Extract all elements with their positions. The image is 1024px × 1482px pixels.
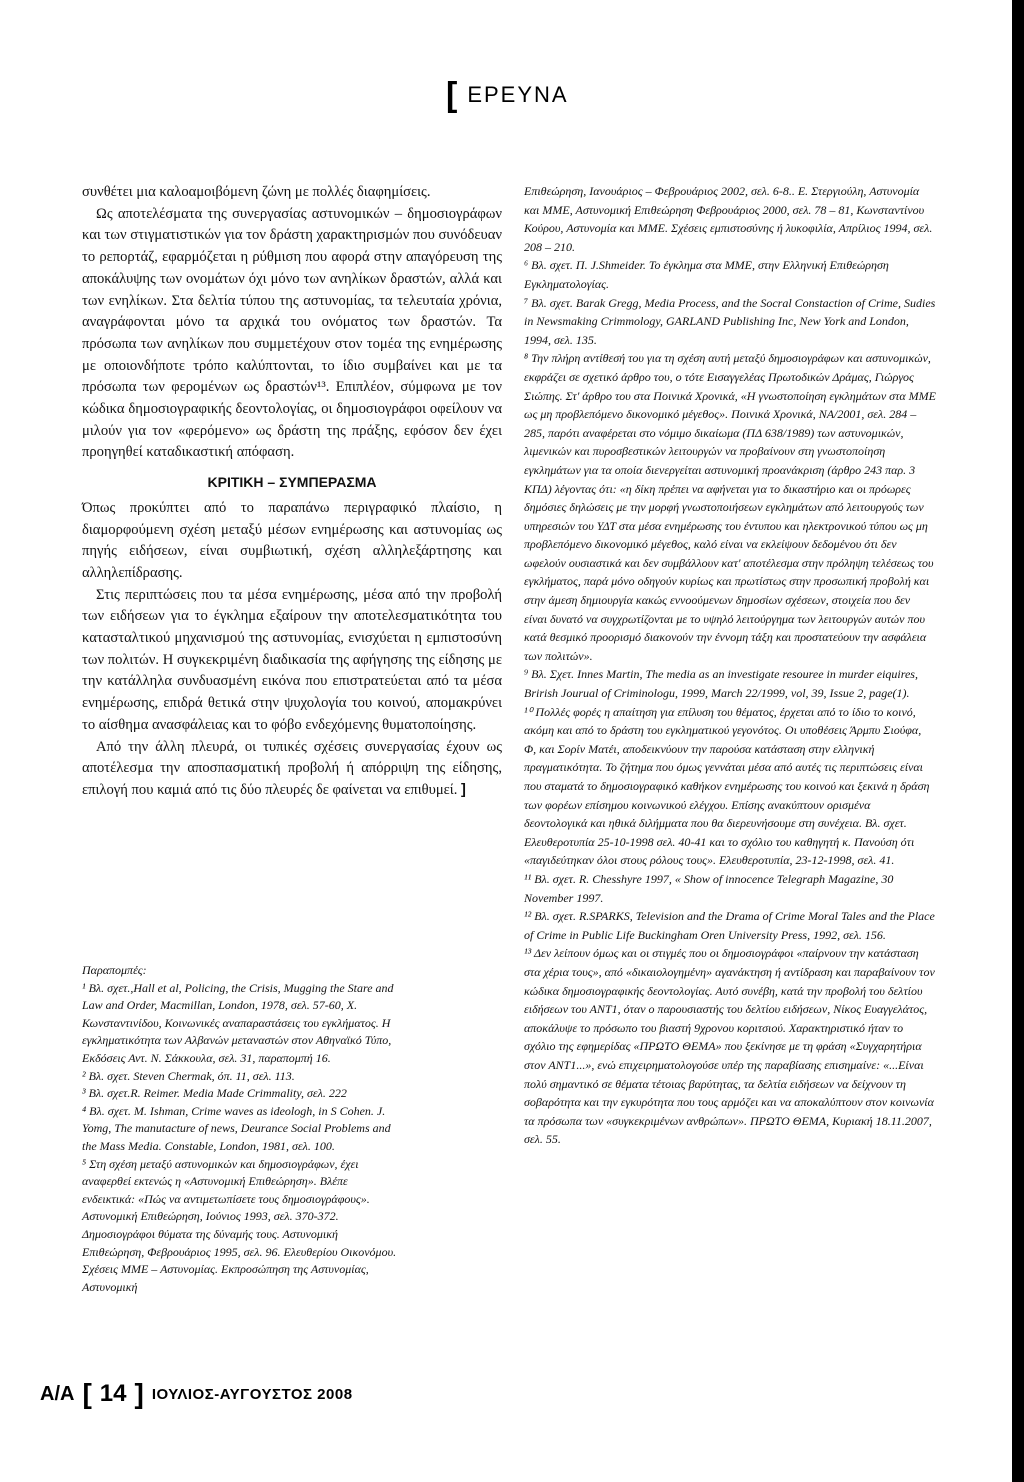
footer-bracket-open: [: [82, 1378, 92, 1409]
reference: Επιθεώρηση, Ιανουάριος – Φεβρουάριος 2002, σελ. 6-8.. Ε. Στεργιούλη, Αστυνομία και ΜΜΕ, Αστυνομική Επιθεώρηση Φεβρουάριος 2000, σελ. 78 – 81, Κωνσταντίνου Κούρου, Αστυνομία και ΜΜΕ. Σχέσεις εμπιστοσύνης ή λυκοφιλία, Απρίλιος 1994, σελ. 208 – 210.: [524, 184, 933, 254]
footer-content: [40, 1378, 353, 1410]
scan-edge: [1012, 0, 1024, 1482]
header-bracket: [: [446, 76, 458, 114]
reference: ¹² Βλ. σχετ. R.SPARKS, Television and the Drama of Crime Moral Tales and the Place of Crime in Public Life Buckingham Oren University Press, 1992, σελ. 156.: [524, 909, 935, 942]
main-column: [82, 182, 502, 802]
reference: ¹¹ Βλ. σχετ. R. Chesshyre 1997, « Show of innocence Telegraph Magazine, 30 November 1997.: [524, 871, 894, 905]
references-title: Παραπομπές:: [82, 963, 147, 977]
magazine-logo: Α/Α: [40, 1382, 75, 1405]
paragraph: Όπως προκύπτει από το παραπάνω περιγραφικό πλαίσιο, η διαμορφούμενη σχέση μεταξύ μέσων ενημέρωσης και αστυνομίας ως πηγής ειδήσεων, είναι συμβιωτική, σχέση αλληλεξάρτησης και αλληλεπίδρασης.: [82, 499, 502, 581]
end-bracket: ]: [461, 781, 466, 798]
issue-date: ΙΟΥΛΙΟΣ-ΑΥΓΟΥΣΤΟΣ 2008: [151, 1385, 353, 1403]
section-title: ΕΡΕΥΝΑ: [467, 82, 569, 107]
paragraph: [82, 737, 502, 802]
subheading: ΚΡΙΤΙΚΗ – ΣΥΜΠΕΡΑΣΜΑ: [207, 474, 377, 491]
reference: ¹ Βλ. σχετ.,Hall et al, Policing, the Crisis, Mugging the Stare and Law and Order, Macmillan, London, 1978, σελ. 57-60, Χ. Κωνσταντινίδου, Κοινωνικές αναπαραστάσεις του εγκλήματος. Η εγκληματικότητα των Αλβανών μεταναστών στον Αθηναϊκό Τύπο, Εκδόσεις Αντ. Ν. Σάκκουλα, σελ. 31, παραπομπή 16.: [82, 980, 394, 1065]
reference: ⁶ Βλ. σχετ. Π. J.Shmeider. Το έγκλημα στα ΜΜΕ, στην Ελληνική Επιθεώρηση Εγκληματολογίας.: [524, 258, 889, 291]
reference: ⁸ Την πλήρη αντίθεσή του για τη σχέση αυτή μεταξύ δημοσιογράφων και αστυνομικών, εκφράζει σε σχετικό άρθρο του, ο τότε Εισαγγελέας Πρωτοδικών Δράμας, Γιώργος Σιώπης. Στ' άρθρο του στα Ποινικά Χρονικά, «Η γνωστοποίηση εγκλημάτων στα ΜΜΕ ως μη προβλεπόμενο δικονομικό μέγεθος». Ποινικά Χρονικά, ΝΑ/2001, σελ. 284 – 285, παρότι αναφέρεται στο νόμιμο δικαίωμα (ΠΔ 638/1989) των αστυνομικών, λιμενικών και πυροσβεστικών λειτουργών να προβαίνουν στη γνωστοποίηση εγκλημάτων για τα οποία διενεργείται αστυνομική προανάκριση (άρθρο 243 παρ. 3 ΚΠΔ) λέγοντας ότι: «η δίκη πρέπει να αφήνεται για το δικαστήριο και οι πρόωρες δημόσιες δηλώσεις με την μορφή γνωστοποιήσεων εγκλημάτων από λειτουργούς των υπηρεσιών του ΥΔΤ στα μέσα ενημέρωσης του έντυπου και ηλεκτρονικού τύπου ως μη προβλεπόμενο δικονομικό μέγεθος, καλό είναι να εκλείψουν δεδομένου ότι δεν ωφελούν ουσιαστικά και δεν συμβάλλουν κατ' αποτέλεσμα στην πρόληψη τελέσεως του εγκλήματος, παρά μόνο οδηγούν κυρίως και πρωτίστως στην προσωπική προβολή και στην άμεση δημιουργία κακώς εννοούμενων δημοσίων σχέσεων, στοιχεία που δεν είναι δυνατό να συγχρωτίζονται με το υψηλό λειτούργημα των λειτουργών αυτών που κατά θεσμικό προορισμό διακονούν την έννομη τάξη και προστατεύουν την ασφάλεια των πολιτών».: [524, 351, 937, 663]
paragraph: συνθέτει μια καλοαμοιβόμενη ζώνη με πολλές διαφημίσεις.: [82, 184, 431, 200]
reference: ² Βλ. σχετ. Steven Chermak, όπ. 11, σελ. 113.: [82, 1068, 295, 1083]
paragraph: Ως αποτελέσματα της συνεργασίας αστυνομικών – δημοσιογράφων και των στιγματιστικών για τον δράστη χαρακτηρισμών που συνόδευαν το ρεπορτάζ, εφαρμόζεται η ρύθμιση που αφορά στην απαγόρευση της αποκάλυψης των ονομάτων όχι μόνο των ανηλίκων δραστών, αλλά και των ενηλίκων. Στα δελτία τύπου της αστυνομίας, τα τελευταία χρόνια, αναγράφονται μόνο τα αρχικά του ονόματος των δραστών. Τα πρόσωπα των ανηλίκων που συμμετέχουν στον τομέα της ενημέρωσης με οποιονδήποτε τρόπο καλύπτονται, το ίδιο συμβαίνει και με τα πρόσωπα των φερομένων ως δραστών¹³. Επιπλέον, σύμφωνα με τον κώδικα δημοσιογραφικής δεοντολογίας, οι δημοσιογράφοι οφείλουν να μιλούν για τον «φερόμενο» ως δράστη της πράξης, εφόσον δεν έχει προηγηθεί καταδικαστική απόφαση.: [82, 205, 502, 461]
references-right: [524, 182, 936, 1149]
reference: ⁹ Βλ. Σχετ. Innes Martin, The media as an investigate resouree in murder eiquires, Brirish Jourual of Criminologu, 1999, March 22/1999, vol, 39, Issue 2, page(1).: [524, 667, 918, 701]
reference: ¹⁰ Πολλές φορές η απαίτηση για επίλυση του θέματος, έρχεται από το ίδιο το κοινό, ακόμη και από το δράστη του εγκληματικού γεγονότος. Οι υποθέσεις Άρμπυ Σιούφα, Φ, και Σορίν Ματέι, αποδεικνύουν την παρούσα κατάσταση στην ελληνική πραγματικότητα. Το ζήτημα που όμως γεννάται μέσα από αυτές τις περιπτώσεις είναι που σταματά το δημοσιογραφικό καθήκον ενημέρωσης του κοινού και ξεκινά η δράση των φορέων επίσημου κοινωνικού ελέγχου. Επίσης ανακύπτουν ορισμένα δεοντολογικά και ηθικά διλήμματα που θα διερευνήσουμε στη συνέχεια. Βλ. σχετ. Ελευθεροτυπία 25-10-1998 σελ. 40-41 και το σχόλιο του καθηγητή κ. Πανούση ότι «παγιδεύτηκαν όλοι στους ρόλους τους». Ελευθεροτυπία, 23-12-1998, σελ. 41.: [524, 704, 930, 868]
paragraph-text: Από την άλλη πλευρά, οι τυπικές σχέσεις συνεργασίας έχουν ως αποτέλεσμα την αποσπασματική προβολή ή απόρριψη της είδησης, επιλογή που καμιά από τις δύο πλευρές δε φαίνεται να επιθυμεί.: [82, 738, 502, 798]
page-footer: [0, 1378, 1012, 1438]
reference: ¹³ Δεν λείπουν όμως και οι στιγμές που οι δημοσιογράφοι «παίρνουν την κατάσταση στα χέρια τους», από «δικαιολογημένη» αγανάκτηση ή αντίδραση και παραβαίνουν τον κώδικα δημοσιογραφικής δεοντολογίας. Αυτό συνέβη, κατά την προβολή του δελτίου ειδήσεων του ΑΝΤ1, όταν ο παρουσιαστής του δελτίου ειδήσεων, Νίκος Ευαγγελάτος, αποκάλυψε το πρόσωπο του βιαστή 9χρονου κοριτσιού. Χαρακτηριστικό ήταν το σχόλιο της εφημερίδας «ΠΡΩΤΟ ΘΕΜΑ» που ξεκίνησε με τη φράση «Συγχαρητήρια στον ΑΝΤ1...», ενώ επιχειρηματολογούσε υπέρ της παραβίασης επισημαίνε: «...Είναι πολύ σημαντικό σε θέματα τέτοιας βαρύτητας, τα δελτία ειδήσεων να δείχνουν τη σοβαρότητα και την εγκυρότητα που τους αρμόζει και να αποκαλύπτουν στον κοινωνία τα πρόσωπα των «συγκεκριμένων ανθρώπων». ΠΡΩΤΟ ΘΕΜΑ, Κυριακή 18.11.2007, σελ. 55.: [524, 946, 935, 1147]
reference: ⁴ Βλ. σχετ. M. Ishman, Crime waves as ideologh, in S Cohen. J. Yomg, The manutacture of news, Deurance Social Problems and the Mass Media. Constable, London, 1981, σελ. 100.: [82, 1103, 391, 1153]
footer-bracket-close: ]: [134, 1378, 144, 1409]
page-number: 14: [99, 1380, 127, 1407]
references-left: [82, 962, 402, 1296]
section-header: [446, 78, 569, 112]
reference: ⁷ Βλ. σχετ. Barak Gregg, Media Process, and the Socral Constaction of Crime, Sudies in Newsmaking Crimmology, GARLAND Publishing Inc, New York and London, 1994, σελ. 135.: [524, 295, 936, 347]
paragraph: Στις περιπτώσεις που τα μέσα ενημέρωσης, μέσα από την προβολή των ειδήσεων για το έγκλημα εξαίρουν την αποτελεσματικότητα του κατασταλτικού μηχανισμού της αστυνομίας, ενισχύεται η εμπιστοσύνη των πολιτών. Η συγκεκριμένη διαδικασία της αφήγησης της είδησης με την κατάλληλα συνδυασμένη εικόνα που επιστρατεύεται από τα μέσα ενημέρωσης, επιδρά θετικά στην ψυχολογία του κοινού, απομακρύνει το αίσθημα ανασφάλειας και το φόβο ενδεχόμενης θυματοποίησης.: [82, 586, 502, 733]
reference: ³ Βλ. σχετ.R. Reimer. Media Made Crimmality, σελ. 222: [82, 1086, 347, 1101]
reference: ⁵ Στη σχέση μεταξύ αστυνομικών και δημοσιογράφων, έχει αναφερθεί εκτενώς η «Αστυνομική Επιθεώρηση». Βλέπε ενδεικτικά: «Πώς να αντιμετωπίσετε τους δημοσιογράφους». Αστυνομική Επιθεώρηση, Ιούνιος 1993, σελ. 370-372. Δημοσιογράφοι θύματα της δύναμής τους. Αστυνομική Επιθεώρηση, Φεβρουάριος 1995, σελ. 96. Ελευθερίου Οικονόμου. Σχέσεις ΜΜΕ – Αστυνομίας. Εκπροσώπηση της Αστυνομίας, Αστυνομική: [82, 1156, 397, 1294]
